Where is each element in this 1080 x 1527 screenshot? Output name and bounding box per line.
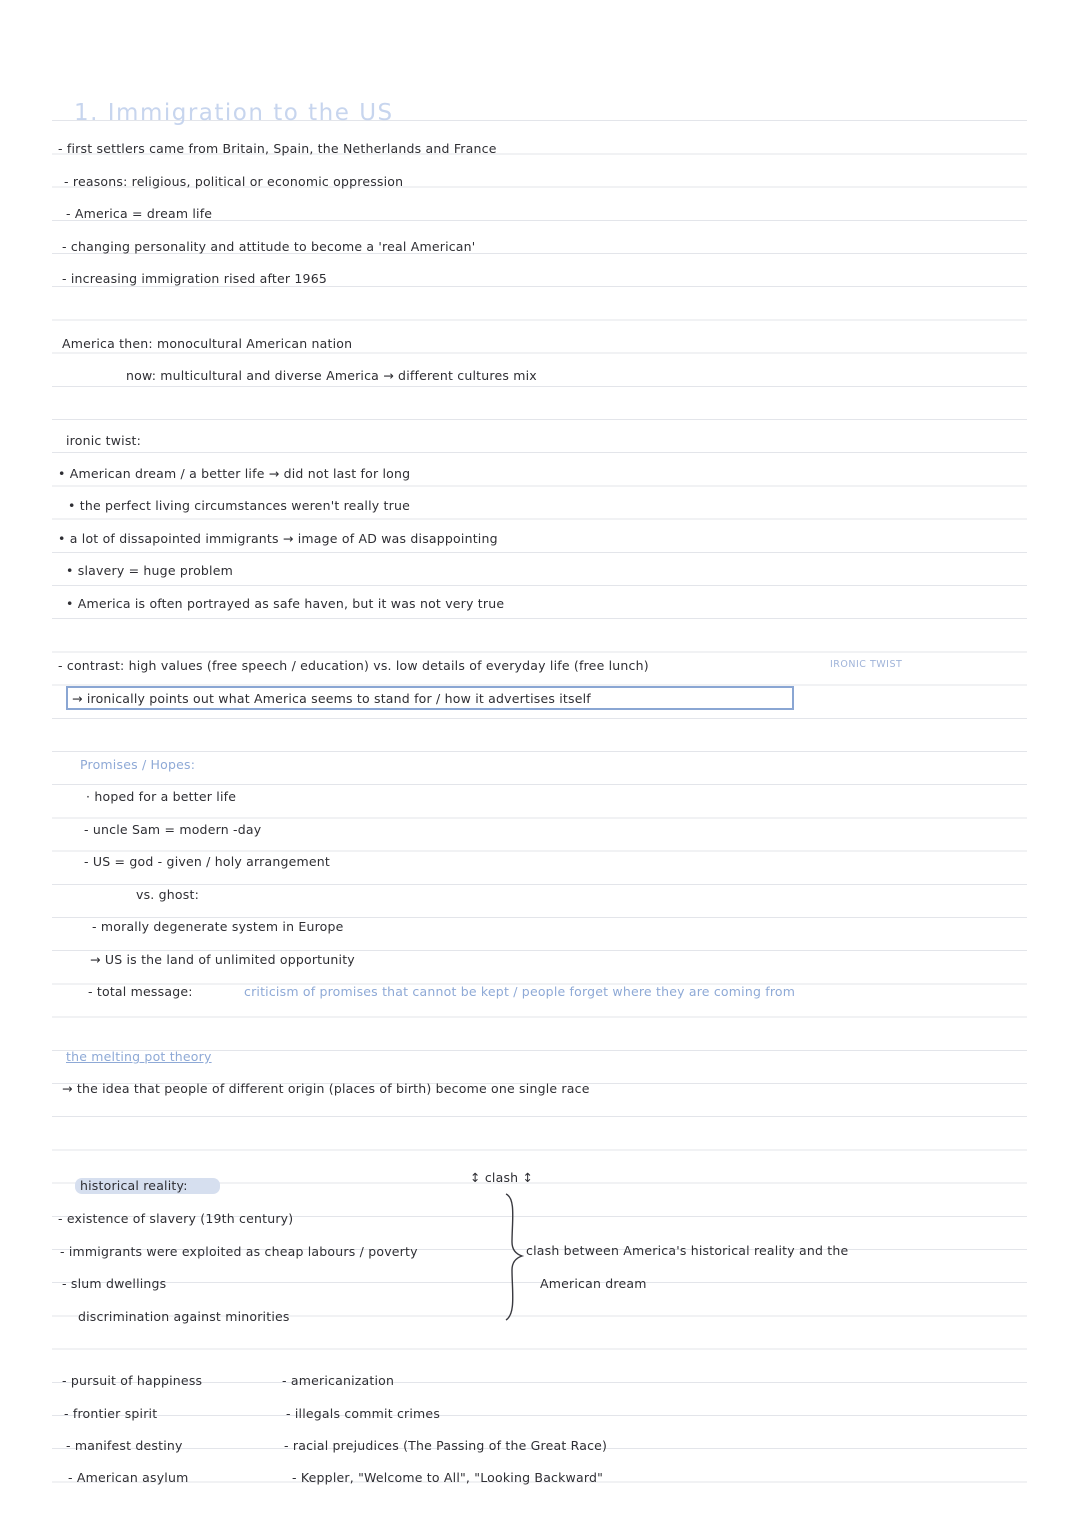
note-line: • American dream / a better life → did not last for long <box>58 466 411 481</box>
note-line: - total message: <box>88 984 193 999</box>
note-line: - morally degenerate system in Europe <box>92 919 344 934</box>
note-line: - American asylum <box>68 1470 189 1485</box>
note-line: - slum dwellings <box>62 1276 167 1291</box>
page-title: 1. Immigration to the US <box>74 100 394 126</box>
note-line: - contrast: high values (free speech / education) vs. low details of everyday life (free lunch) <box>58 658 649 673</box>
note-line: - existence of slavery (19th century) <box>58 1211 294 1226</box>
note-line: • America is often portrayed as safe haven, but it was not very true <box>66 596 505 611</box>
section-heading: Promises / Hopes: <box>80 757 196 772</box>
note-line: - illegals commit crimes <box>286 1406 441 1421</box>
note-line: • the perfect living circumstances weren't really true <box>68 498 410 513</box>
note-line: - manifest destiny <box>66 1438 183 1453</box>
note-line: - frontier spirit <box>64 1406 158 1421</box>
note-line: - changing personality and attitude to become a 'real American' <box>62 239 476 254</box>
note-line: - pursuit of happiness <box>62 1373 203 1388</box>
note-line: American dream <box>540 1276 647 1291</box>
note-line: → the idea that people of different origin (places of birth) become one single race <box>62 1081 590 1096</box>
note-line: → ironically points out what America seems to stand for / how it advertises itself <box>72 691 591 706</box>
note-line: criticism of promises that cannot be kept / people forget where they are coming from <box>244 984 796 999</box>
note-line: · hoped for a better life <box>86 789 237 804</box>
note-line: → US is the land of unlimited opportunity <box>90 952 355 967</box>
note-line: vs. ghost: <box>136 887 199 902</box>
clash-label: ↕ clash ↕ <box>470 1170 534 1185</box>
note-line: - uncle Sam = modern -day <box>84 822 262 837</box>
section-heading: historical reality: <box>80 1178 188 1193</box>
note-line: now: multicultural and diverse America → different cultures mix <box>126 368 537 383</box>
note-line: - US = god - given / holy arrangement <box>84 854 330 869</box>
note-line: - immigrants were exploited as cheap labours / poverty <box>60 1244 418 1259</box>
note-line: discrimination against minorities <box>78 1309 290 1324</box>
note-line: - reasons: religious, political or economic oppression <box>64 174 404 189</box>
note-line: • slavery = huge problem <box>66 563 234 578</box>
note-line: clash between America's historical reality and the <box>526 1243 849 1258</box>
section-heading: ironic twist: <box>66 433 142 448</box>
note-line: - americanization <box>282 1373 395 1388</box>
ironic-twist-label: IRONIC TWIST <box>830 659 903 670</box>
section-heading: the melting pot theory <box>66 1049 212 1064</box>
note-line: - America = dream life <box>66 206 213 221</box>
note-line: • a lot of dissapointed immigrants → image of AD was disappointing <box>58 531 498 546</box>
note-line: - racial prejudices (The Passing of the Great Race) <box>284 1438 608 1453</box>
note-line: - Keppler, "Welcome to All", "Looking Backward" <box>292 1470 604 1485</box>
note-line: - increasing immigration rised after 1965 <box>62 271 328 286</box>
note-line: America then: monocultural American nation <box>62 336 353 351</box>
note-line: - first settlers came from Britain, Spain, the Netherlands and France <box>58 141 497 156</box>
